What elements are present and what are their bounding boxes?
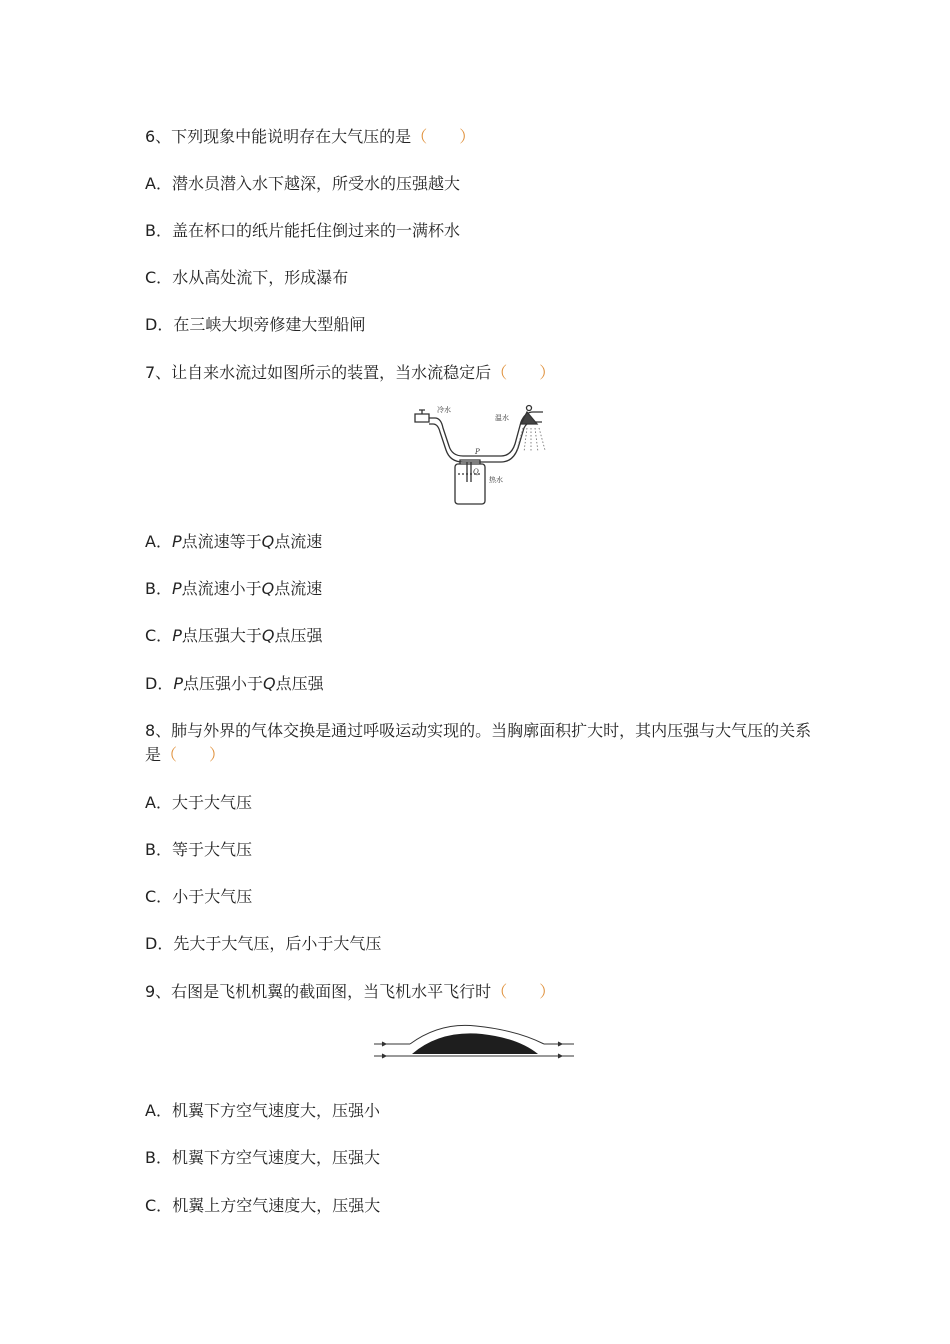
option-label: A．	[145, 532, 172, 551]
label-hot-water: 热水	[489, 476, 503, 484]
answer-blank: （ ）	[161, 745, 226, 764]
stem-text: 6、下列现象中能说明存在大气压的是	[145, 127, 412, 146]
var-q: Q	[263, 674, 276, 693]
q8-option-d	[145, 932, 381, 956]
q6-option-d	[145, 313, 365, 337]
option-text: 点压强小于	[182, 674, 263, 693]
q8-option-a	[145, 791, 252, 815]
option-label: A．	[145, 793, 172, 812]
option-text: 机翼下方空气速度大，压强小	[171, 1101, 380, 1120]
answer-blank: （ ）	[411, 127, 476, 146]
option-label: C．	[145, 1196, 173, 1215]
option-label: C．	[145, 887, 173, 906]
option-text: 在三峡大坝旁修建大型船闸	[173, 315, 366, 334]
label-q: Q	[473, 468, 479, 476]
question-8-stem	[145, 719, 815, 767]
var-p: P	[171, 579, 182, 598]
q7-option-b	[145, 577, 322, 601]
q9-option-a	[145, 1099, 380, 1123]
option-text: 点流速小于	[181, 579, 262, 598]
option-label: D．	[145, 315, 174, 334]
option-label: B．	[145, 221, 172, 240]
var-p: P	[171, 532, 182, 551]
option-text-end: 点流速	[274, 532, 323, 551]
q6-option-c	[145, 266, 348, 290]
var-q: Q	[261, 532, 275, 551]
option-text-end: 点压强	[275, 674, 324, 693]
option-text-end: 点压强	[274, 626, 323, 645]
var-q: Q	[261, 579, 275, 598]
option-text: 水从高处流下，形成瀑布	[172, 268, 349, 287]
option-label: B．	[145, 840, 172, 859]
option-text: 潜水员潜入水下越深，所受水的压强越大	[171, 174, 460, 193]
q9-option-c	[145, 1194, 380, 1218]
option-label: B．	[145, 579, 172, 598]
option-text: 机翼上方空气速度大，压强大	[172, 1196, 381, 1215]
label-p: P	[475, 448, 480, 456]
q7-option-a	[145, 530, 322, 554]
label-warm-water: 温水	[495, 414, 509, 422]
option-text-end: 点流速	[274, 579, 323, 598]
faucet-icon	[415, 414, 429, 422]
option-label: C．	[145, 626, 173, 645]
option-label: C．	[145, 268, 173, 287]
option-label: B．	[145, 1148, 172, 1167]
option-text: 大于大气压	[171, 793, 252, 812]
var-q: Q	[261, 626, 275, 645]
var-p: P	[172, 626, 182, 645]
option-text: 机翼下方空气速度大，压强大	[171, 1148, 380, 1167]
q6-option-b	[145, 219, 460, 243]
option-label: D．	[145, 934, 174, 953]
answer-blank: （ ）	[491, 982, 556, 1001]
q7-option-d	[145, 672, 324, 696]
option-text: 先大于大气压，后小于大气压	[173, 934, 382, 953]
stem-text: 7、让自来水流过如图所示的装置，当水流稳定后	[145, 363, 492, 382]
option-text: 点流速等于	[181, 532, 262, 551]
stem-text: 9、右图是飞机机翼的截面图，当飞机水平飞行时	[145, 982, 492, 1001]
label-cold-water: 冷水	[437, 406, 451, 414]
q8-option-c	[145, 885, 252, 909]
wing-shape	[412, 1033, 538, 1054]
question-9-stem	[145, 980, 555, 1004]
option-text: 等于大气压	[171, 840, 252, 859]
option-text: 点压强大于	[181, 626, 262, 645]
q9-option-b	[145, 1146, 380, 1170]
stem-text: 8、肺与外界的气体交换是通过呼吸运动实现的。当胸廓面积扩大时，其内压强与大气压的关系是	[145, 721, 812, 764]
option-label: D．	[145, 674, 174, 693]
question-6-stem	[145, 125, 475, 149]
option-label: A．	[145, 174, 172, 193]
q6-option-a	[145, 172, 460, 196]
question-7-stem	[145, 361, 555, 385]
option-label: A．	[145, 1101, 172, 1120]
var-p: P	[173, 674, 183, 693]
water-flow-apparatus-figure	[405, 402, 555, 506]
option-text: 小于大气压	[172, 887, 253, 906]
q7-option-c	[145, 624, 322, 648]
q8-option-b	[145, 838, 252, 862]
answer-blank: （ ）	[491, 363, 556, 382]
airfoil-cross-section-figure	[372, 1024, 577, 1066]
option-text: 盖在杯口的纸片能托住倒过来的一满杯水	[171, 221, 460, 240]
